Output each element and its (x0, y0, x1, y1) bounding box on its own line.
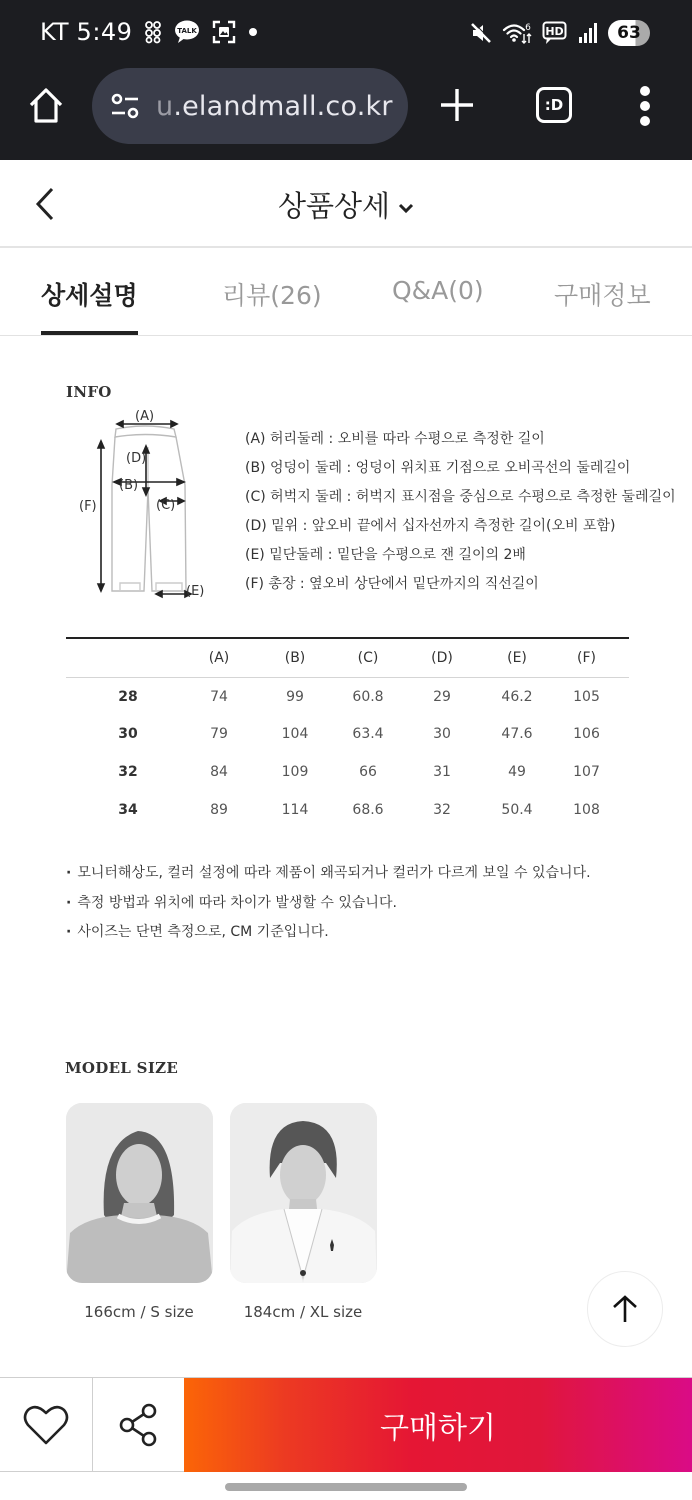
value-cell: 74 (210, 689, 228, 706)
address-bar[interactable] (92, 68, 408, 144)
column-header: (E) (507, 649, 527, 666)
diagram-label-b: (B) (119, 478, 139, 493)
apps-icon (144, 20, 162, 44)
model-caption: 184cm / XL size (243, 1303, 363, 1321)
status-bar (0, 0, 692, 64)
mute-icon (470, 22, 492, 44)
value-cell: 114 (281, 802, 309, 818)
gesture-home-indicator[interactable] (225, 1483, 467, 1491)
signal-icon (578, 22, 598, 44)
legend-item-f: (F) 총장 : 옆오비 상단에서 밑단까지의 직선길이 (245, 576, 539, 592)
share-icon (117, 1402, 161, 1448)
value-cell: 66 (359, 764, 377, 780)
value-cell: 31 (433, 764, 451, 780)
tab-switcher-button[interactable]: :D (536, 87, 572, 123)
value-cell: 106 (573, 726, 600, 742)
value-cell: 109 (281, 764, 309, 780)
menu-dot (640, 86, 650, 96)
carrier: KT (40, 18, 69, 46)
value-cell: 29 (433, 689, 451, 706)
home-icon (26, 86, 66, 126)
active-tab-indicator (41, 331, 138, 335)
diagram-label-a: (A) (135, 409, 155, 424)
model-caption: 166cm / S size (84, 1303, 194, 1321)
value-cell: 107 (573, 764, 600, 780)
size-cell: 34 (118, 802, 138, 818)
model-photo-image (66, 1103, 213, 1283)
diagram-label-e: (E) (186, 584, 205, 599)
legend-item-e: (E) 밑단둘레 : 밑단을 수평으로 잰 길이의 2배 (245, 547, 526, 563)
wifi-icon (502, 21, 532, 45)
clock: 5:49 (76, 18, 133, 46)
pants-measurement-diagram (60, 405, 220, 605)
model-size-heading: MODEL SIZE (65, 1059, 179, 1077)
value-cell: 30 (433, 726, 451, 742)
page-title-dropdown[interactable] (0, 184, 692, 225)
value-cell: 32 (433, 802, 451, 818)
browser-menu-button[interactable] (638, 86, 652, 126)
table-row (66, 753, 629, 791)
value-cell: 46.2 (501, 689, 533, 706)
svg-text:TALK: TALK (177, 27, 198, 35)
value-cell: 105 (573, 689, 600, 706)
column-header: (D) (431, 649, 453, 666)
column-header: (B) (284, 649, 306, 666)
detail-tabs (0, 250, 692, 336)
home-button[interactable] (26, 86, 66, 126)
hd-voice-icon (542, 21, 568, 45)
value-cell: 47.6 (501, 726, 533, 742)
arrow-up-icon (611, 1294, 639, 1324)
size-cell: 28 (118, 689, 138, 706)
notification-dot-icon (248, 27, 258, 37)
table-row (66, 791, 629, 829)
measurement-legend (245, 428, 676, 602)
svg-text:HD: HD (545, 25, 564, 38)
legend-item-a: (A) 허리둘레 : 오비를 따라 수평으로 측정한 길이 (245, 431, 545, 447)
site-settings-icon[interactable] (110, 91, 140, 121)
column-header (66, 638, 190, 677)
screenshot-icon (212, 20, 236, 44)
size-cell: 30 (118, 726, 138, 742)
value-cell: 99 (286, 689, 304, 706)
diagram-label-c: (C) (156, 498, 176, 513)
legend-item-c: (C) 허벅지 둘레 : 허벅지 표시점을 중심으로 수평으로 측정한 둘레길이 (245, 489, 676, 505)
legend-item-d: (D) 밑위 : 앞오비 끝에서 십자선까지 측정한 길이(오비 포함) (245, 518, 616, 534)
share-button[interactable] (93, 1378, 184, 1471)
wishlist-button[interactable] (0, 1378, 93, 1471)
url-subdomain: u (156, 90, 174, 122)
scroll-to-top-button[interactable] (587, 1271, 663, 1347)
value-cell: 104 (281, 726, 309, 742)
model-photo-female (66, 1103, 213, 1283)
value-cell: 50.4 (501, 802, 533, 818)
url-domain: .elandmall.co.kr (173, 90, 393, 122)
tab-reviews[interactable]: 리뷰(26) (222, 281, 322, 310)
tab-description[interactable]: 상세설명 (41, 281, 138, 310)
menu-dot (640, 101, 650, 111)
size-table (66, 637, 629, 829)
legend-item-b: (B) 엉덩이 둘레 : 엉덩이 위치표 기점으로 오비곡선의 둘레길이 (245, 460, 631, 476)
url-text[interactable] (156, 91, 393, 122)
value-cell: 68.6 (352, 802, 384, 818)
model-photo-male (230, 1103, 377, 1283)
kakaotalk-icon (174, 20, 200, 44)
new-tab-button[interactable] (438, 86, 476, 124)
value-cell: 60.8 (352, 689, 384, 706)
menu-dot (640, 116, 650, 126)
bottom-action-bar (0, 1377, 692, 1472)
column-header: (C) (357, 649, 379, 666)
tab-qna[interactable]: Q&A(0) (392, 276, 484, 305)
column-header: (F) (577, 649, 596, 666)
value-cell: 84 (210, 764, 228, 780)
size-cell: 32 (118, 764, 138, 780)
table-row (66, 677, 629, 715)
value-cell: 108 (573, 802, 600, 818)
size-notes (66, 862, 591, 951)
buy-now-button[interactable]: 구매하기 (184, 1378, 692, 1472)
value-cell: 89 (210, 802, 228, 818)
value-cell: 49 (508, 764, 526, 780)
app-header (0, 160, 692, 248)
note-item: · 모니터해상도, 컬러 설정에 따라 제품이 왜곡되거나 컬러가 다르게 보일 수 있습니다. (66, 862, 591, 892)
diagram-label-f: (F) (79, 499, 97, 514)
table-row (66, 715, 629, 753)
table-header-row (66, 638, 629, 677)
info-heading: INFO (66, 383, 112, 401)
column-header: (A) (208, 649, 230, 666)
note-item: · 사이즈는 단면 측정으로, CM 기준입니다. (66, 921, 591, 951)
tab-purchase-info[interactable]: 구매정보 (554, 281, 651, 310)
plus-icon (438, 86, 476, 124)
chevron-down-icon (398, 202, 414, 214)
battery-icon: 63 (608, 20, 650, 46)
value-cell: 63.4 (352, 726, 384, 742)
page-title: 상품상세 (277, 189, 391, 223)
browser-chrome (0, 0, 692, 160)
browser-toolbar (0, 66, 692, 146)
value-cell: 79 (210, 726, 228, 742)
diagram-label-d: (D) (126, 451, 147, 466)
note-item: · 측정 방법과 위치에 따라 차이가 발생할 수 있습니다. (66, 892, 591, 922)
heart-icon (22, 1403, 70, 1447)
svg-text:6: 6 (525, 23, 531, 33)
model-photo-image (230, 1103, 377, 1283)
